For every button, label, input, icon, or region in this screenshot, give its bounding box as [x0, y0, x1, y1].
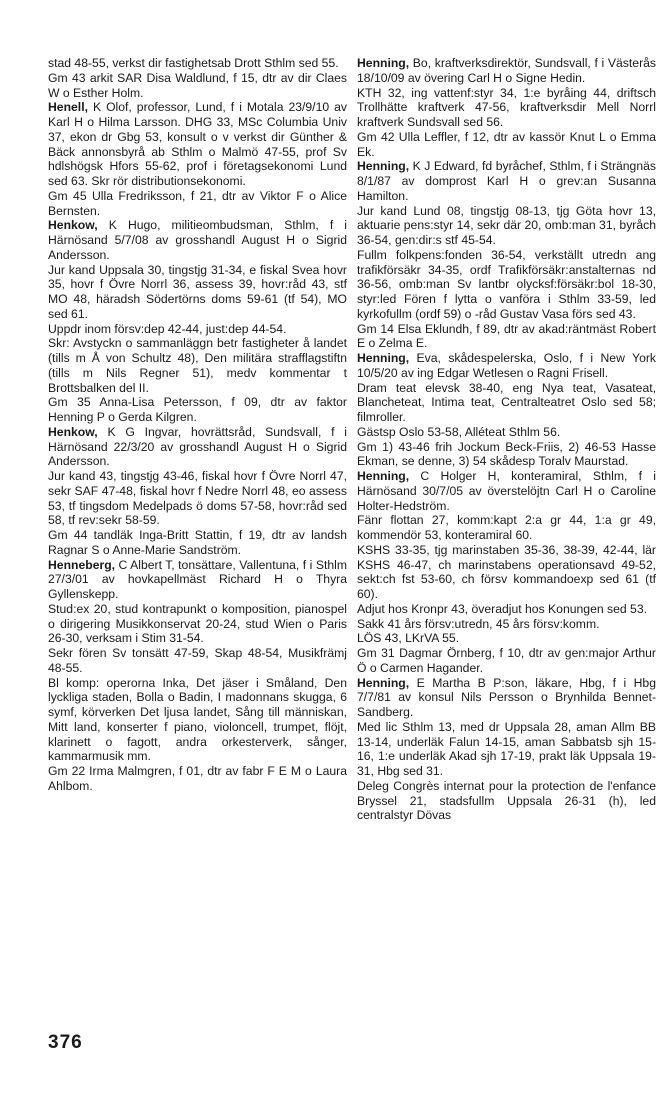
entry-paragraph: [48, 56, 347, 71]
entry-paragraph: [357, 602, 656, 617]
entry-text: Sekr fören Sv tonsätt 47-59, Skap 48-54, Musikfrämj 48-55.: [48, 646, 347, 675]
entry-paragraph: [357, 543, 656, 602]
entry-text: Gm 14 Elsa Eklundh, f 89, dtr av akad:räntmäst Robert E o Zelma E.: [357, 321, 656, 351]
entry-text: Med lic Sthlm 13, med dr Uppsala 28, aman Allm BB 13-14, underläk Falun 14-15, aman Sabbatsb sjh 15-16, 1:e underläk Akad sjh 17-19, prakt läk Uppsala 19-31, Hbg sed 31.: [357, 719, 656, 778]
entry-paragraph: [48, 395, 347, 425]
entry-text: Eva, skådespelerska, Oslo, f i New York 10/5/20 av ing Edgar Wetlesen o Ragni Frisell.: [357, 351, 656, 380]
entry-text: stad 48-55, verkst dir fastighetsab Drott Sthlm sed 55.: [48, 56, 339, 70]
biography-entry: [357, 56, 656, 86]
entry-surname: Henning,: [357, 56, 410, 70]
entry-text: K Hugo, militieombudsman, Sthlm, f i Härnösand 5/7/08 av grosshandl August H o Sigrid Andersson.: [48, 218, 347, 262]
entry-text: C Holger H, konteramiral, Sthlm, f i Härnösand 30/7/05 av överstelöjtn Carl H o Caroline Holter-Hedström.: [357, 469, 656, 513]
entry-surname: Henning,: [357, 675, 410, 690]
entry-paragraph: [48, 469, 347, 528]
entry-surname: Henning,: [357, 469, 410, 483]
entry-text: K J Edward, fd byråchef, Sthlm, f i Strängnäs 8/1/87 av domprost Karl H o grev:an Susanna Hamilton.: [357, 159, 656, 203]
entry-paragraph: [48, 189, 347, 219]
entry-text: Fänr flottan 27, komm:kapt 2:a gr 44, 1:a gr 49, kommendör 53, konteramiral 60.: [357, 513, 656, 542]
entry-paragraph: [357, 440, 656, 470]
entry-text: Gm 42 Ulla Leffler, f 12, dtr av kassör Knut L o Emma Ek.: [357, 129, 656, 159]
entry-paragraph: [357, 381, 656, 425]
entry-paragraph: [48, 263, 347, 322]
entry-text: Gästsp Oslo 53-58, Alléteat Sthlm 56.: [357, 424, 561, 439]
entry-text: Jur kand Lund 08, tingstjg 08-13, tjg Göta hovr 13, aktuarie pens:styr 14, sekr där 20, omb:man 31, byråch 36-54, gen:dir:s stf 45-54.: [357, 203, 656, 247]
entry-text: Uppdr inom försv:dep 42-44, just:dep 44-54.: [48, 321, 287, 336]
entry-paragraph: [357, 631, 656, 646]
entry-text: Gm 31 Dagmar Örnberg, f 10, dtr av gen:major Arthur Ö o Carmen Hagander.: [357, 646, 656, 675]
entry-paragraph: [357, 86, 656, 130]
entry-text: C Albert T, tonsättare, Vallentuna, f i Sthlm 27/3/01 av hovkapellmäst Richard H o Thyra Gyllenskepp.: [48, 557, 347, 601]
entry-text: Gm 44 tandläk Inga-Britt Stattin, f 19, dtr av landsh Ragnar S o Anne-Marie Sandström.: [48, 528, 347, 557]
entry-paragraph: [357, 130, 656, 160]
entry-paragraph: [357, 322, 656, 352]
entry-text: Jur kand Uppsala 30, tingstjg 31-34, e fiskal Svea hovr 35, hovr f Övre Norrl 36, assess 39, hovr:råd 43, stf MO 48, häradsh Södertörns doms 59-61 (tf 54), MO sed 61.: [48, 262, 347, 321]
entry-text: Gm 43 arkit SAR Disa Waldlund, f 15, dtr av dir Claes W o Esther Holm.: [48, 70, 347, 100]
biography-entry: [48, 425, 347, 469]
entry-text: Deleg Congrès internat pour la protection de l'enfance Bryssel 21, stadsfullm Uppsala 26-31 (h), led centralstyr Dövas: [357, 778, 656, 823]
entry-text: Fullm folkpens:fonden 36-54, verkställt utredn ang trafikförsäkr 34-35, ordf Trafikförsäkr:anstalternas nd 36-56, omb:man Sv lantbr olycksf:försäkr:bol 18-30, styr:led Fören f lytta o vanföra i Sthlm 33-59, led kyrkofullm (ordf 59) o -råd Gustav Vasa förs sed 43.: [357, 247, 656, 321]
entry-paragraph: [48, 336, 347, 395]
entry-text: KTH 32, ing vattenf:styr 34, 1:e byråing 44, driftsch Trollhätte kraftverk 47-56, kraftverksdir Mell Norrl kraftverk Sundsvall sed 56.: [357, 85, 656, 129]
entry-surname: Henell,: [48, 100, 88, 115]
biography-entry: [357, 159, 656, 203]
entry-surname: Henkow,: [48, 218, 98, 233]
entry-text: Adjut hos Kronpr 43, överadjut hos Konungen sed 53.: [357, 601, 647, 616]
entry-text: K Olof, professor, Lund, f i Motala 23/9/10 av Karl H o Hilma Larsson. DHG 33, MSc Columbia Univ 37, ekon dr Gbg 53, konsult o v verkst dir Günther & Bäck annonsbyrå ab Sthlm o Malmö 47-55, prof Sv hdlshögsk Hfors 55-62, prof i företagsekonomi Lund sed 63. Skr rör distributionsekonomi.: [48, 100, 347, 188]
entry-paragraph: [357, 248, 656, 322]
entry-surname: Henkow,: [48, 424, 98, 439]
entry-text: Gm 1) 43-46 frih Jockum Beck-Friis, 2) 46-53 Hasse Ekman, se denne, 3) 54 skådesp Toralv Maurstad.: [357, 439, 656, 469]
entry-text: Bl komp: operorna Inka, Det jäser i Småland, Den lyckliga staden, Bolla o Badin, I madonnans skugga, 6 symf, körverken Det ljusa landet, Sång till människan, Mitt land, konserter f piano, violoncell, trumpet, flöjt, klarinett o fagott, andra orkesterverk, sånger, kammarmusik mm.: [48, 675, 347, 764]
left-column: [48, 56, 347, 794]
entry-text: Dram teat elevsk 38-40, eng Nya teat, Vasateat, Blancheteat, Intima teat, Centralteatret Oslo sed 58; filmroller.: [357, 380, 656, 424]
biography-entry: [48, 100, 347, 189]
entry-paragraph: [357, 779, 656, 823]
entry-paragraph: [48, 602, 347, 646]
entry-surname: Henning,: [357, 159, 410, 174]
biography-entry: [357, 351, 656, 381]
entry-surname: Henneberg,: [48, 557, 116, 572]
entry-paragraph: [48, 676, 347, 765]
entry-text: Bo, kraftverksdirektör, Sundsvall, f i Västerås 18/10/09 av övering Carl H o Signe Hedin.: [357, 56, 656, 85]
biography-entry: [357, 469, 656, 513]
page-number: 376: [48, 1032, 83, 1053]
entry-text: Skr: Avstyckn o sammanläggn betr fastigheter å landet (tills m Å von Schultz 48), Den militära strafflagstiftn (tills m Nils Regner 51), medv kommentar t Brottsbalken del II.: [48, 336, 347, 395]
entry-paragraph: [357, 617, 656, 632]
entry-text: K G Ingvar, hovrättsråd, Sundsvall, f i Härnösand 22/3/20 av grosshandl August H o Sigrid Andersson.: [48, 424, 347, 469]
entry-text: Gm 45 Ulla Fredriksson, f 21, dtr av Viktor F o Alice Bernsten.: [48, 188, 347, 218]
entry-text: Sakk 41 års försv:utredn, 45 års försv:komm.: [357, 616, 600, 631]
entry-paragraph: [357, 646, 656, 676]
entry-text: E Martha B P:son, läkare, Hbg, f i Hbg 7/7/81 av konsul Nils Persson o Brynhilda Bennet-Sandberg.: [357, 675, 656, 719]
entry-paragraph: [48, 646, 347, 676]
entry-text: Stud:ex 20, stud kontrapunkt o komposition, pianospel o dirigering Musikkonservat 20-24, stud Wien o Paris 26-30, verksam i Stim 31-54.: [48, 601, 347, 646]
entry-text: Jur kand 43, tingstjg 43-46, fiskal hovr f Övre Norrl 47, sekr SAF 47-48, fiskal hovr f Nedre Norrl 48, eo assess 53, tf tingsdom Medelpads ö doms 57-58, hovr:råd sed 58, tf rev:sekr 58-59.: [48, 469, 347, 528]
entry-text: Gm 22 Irma Malmgren, f 01, dtr av fabr F E M o Laura Ahlbom.: [48, 764, 347, 793]
biography-entry: [357, 676, 656, 720]
entry-surname: Henning,: [357, 351, 410, 365]
entry-paragraph: [357, 513, 656, 543]
entry-text: Gm 35 Anna-Lisa Petersson, f 09, dtr av faktor Henning P o Gerda Kilgren.: [48, 395, 347, 424]
entry-paragraph: [48, 71, 347, 101]
entry-paragraph: [357, 204, 656, 248]
right-column: [357, 56, 656, 823]
entry-paragraph: [357, 425, 656, 440]
entry-paragraph: [357, 720, 656, 779]
entry-paragraph: [48, 528, 347, 558]
biography-entry: [48, 218, 347, 262]
biography-entry: [48, 558, 347, 602]
entry-text: LÖS 43, LKrVA 55.: [357, 631, 460, 646]
entry-text: KSHS 33-35, tjg marinstaben 35-36, 38-39, 42-44, lär KSHS 46-47, ch marinstabens operationsavd 49-52, sekt:ch fst 53-60, ch försv kommandoexp sed 61 (tf 60).: [357, 542, 656, 601]
entry-paragraph: [48, 764, 347, 794]
entry-paragraph: [48, 322, 347, 337]
